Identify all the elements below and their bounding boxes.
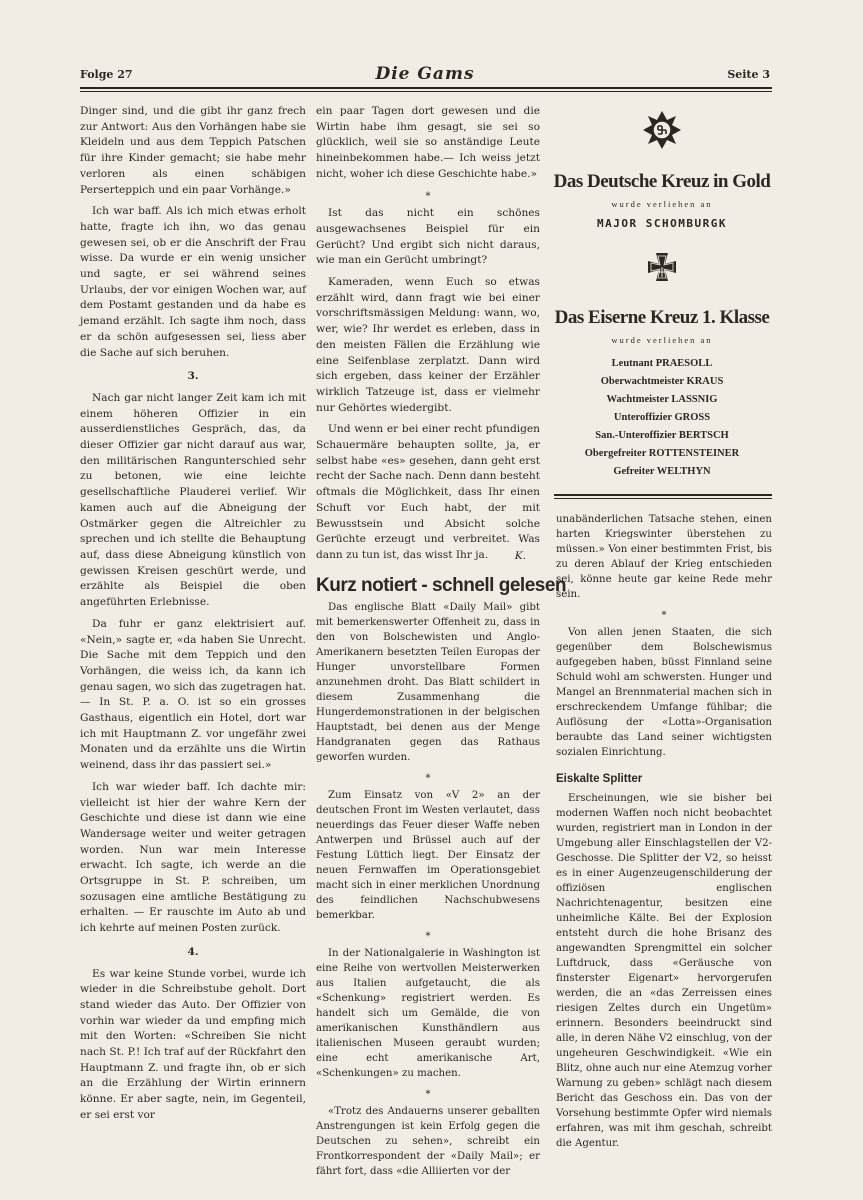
award-subtitle: wurde verliehen an	[611, 335, 713, 345]
header-rule-thick	[80, 87, 772, 89]
award-subtitle: wurde verliehen an	[611, 199, 713, 209]
issue-number: Folge 27	[80, 68, 133, 81]
page-number: Seite 3	[727, 68, 770, 81]
news-item: Das englische Blatt «Daily Mail» gibt mit bemerkenswerter Offenheit zu, dass in den von Bolschewisten und Anglo-Amerikanern besetzten Teilen Europas der Hunger unvorstellbare Formen anzunehmen droht. Das Blatt schildert in diesem Zusammenhang die Hungerdemonstrationen in der belgischen Hauptstadt, bei denen aus der Menge Handgranaten gegen das Rathaus geworfen wurden.	[316, 602, 540, 764]
header-rule-thin	[80, 91, 772, 92]
recipient-name: Unteroffizier GROSS	[613, 412, 711, 423]
award-announcement	[552, 110, 772, 481]
award-title-iron-cross: Das Eiserne Kreuz 1. Klasse	[554, 307, 770, 328]
award-rule-thin	[554, 498, 772, 499]
news-item: unabänderlichen Tatsache stehen, einen harten Kriegswinter überstehen zu müssen.» Von einer bestimmten Frist, bis zu deren Ablauf der Krieg entschieden sei, könne heute gar keine Rede mehr sein.	[556, 514, 772, 600]
separator-star: *	[425, 931, 431, 943]
iron-cross-icon	[642, 252, 682, 292]
paragraph: Ist das nicht ein schönes ausgewachsenes Beispiel für ein Gerücht? Und ergibt sich nicht daraus, wie man ein Gerücht umbringt?	[316, 207, 540, 267]
award-rule-thick	[554, 494, 772, 496]
paragraph: Und wenn er bei einer recht pfundigen Schauermäre behaupten sollte, ja, er selbst habe «es» gesehen, dann geht erst recht der Sache nach. Denn dann besteht oftmals die Möglichkeit, dass Ihr einen Schuft vor Euch habt, der mit Bewusstsein und Absicht solche Gerüchte erzeugt und verbreitet. Was dann zu tun ist, das wisst Ihr ja.	[316, 423, 540, 561]
paragraph: Da fuhr er ganz elektrisiert auf. «Nein,» sagte er, «da haben Sie Unrecht. Die Sache mit dem Teppich und den Vorhängen, die weiss ich, da kann ich genau sagen, wo sich das zugetragen hat. — In St. P. a. O. ist so ein grosses Gasthaus, eigentlich ein Hotel, dort war ich mit Hauptmann Z. vor ungefähr zwei Monaten und da erzählte uns die Wirtin weinend, dass ihr das passiert sei.»	[80, 617, 306, 772]
recipient-name: Gefreiter WELTHYN	[613, 466, 711, 477]
page-header	[80, 64, 770, 86]
column-right	[556, 512, 772, 1157]
recipient-name: San.-Unteroffizier BERTSCH	[595, 430, 729, 441]
paragraph: Kameraden, wenn Euch so etwas erzählt wird, dann fragt wie bei einer vorschriftsmässigen Meldung: wann, wo, wer, wie? Ihr werdet es erleben, dass in den meisten Fällen die Erzählung wie eine Seifenblase zerplatzt. Dann wird sich ergeben, dass keiner der Erzähler wirklich Tatzeuge ist, dass er vielmehr nur Gehörtes wiedergibt.	[316, 276, 540, 414]
section-number: 3.	[187, 370, 199, 383]
recipient-name: Oberwachtmeister KRAUS	[600, 376, 724, 387]
paragraph: Ich war wieder baff. Ich dachte mir: vielleicht ist hier der wahre Kern der Geschichte und diese ist dann wie eine Wandersage weiter und weiter getragen worden. Nun war mein Interesse erwacht. Ich sagte, ich werde an die Ortsgruppe in St. P. schreiben, um sozusagen eine amtliche Bestätigung zu erhalten. — Er rauschte im Auto ab und ich kehrte auf meinen Posten zurück.	[80, 780, 306, 935]
award-recipient: MAJOR SCHOMBURGK	[597, 217, 727, 230]
german-cross-icon	[642, 110, 682, 150]
recipient-name: Leutnant PRAESOLL	[611, 358, 713, 369]
news-heading: Kurz notiert - schnell gelesen	[316, 575, 566, 597]
news-item: «Trotz des Andauerns unserer geballten Anstrengungen ist kein Erfolg gegen die Deutschen zu sehen», schreibt ein Frontkorrespondent der «Daily Mail»; er fährt fort, dass «die Alliierten vor der	[316, 1106, 540, 1178]
paragraph: Nach gar nicht langer Zeit kam ich mit einem höheren Offizier in ein ausserdienstliches Gespräch, das, da dieser Offizier gar nicht darauf aus war, den militärischen Rangunterschied sehr zu betonen, wie eine leichte gesellschaftliche Plauderei verlief. Wir kamen auch auf die Abneigung der Ostmärker gegen die Altreichler zu sprechen und ich stellte die Behauptung auf, dass diese Abneigung künstlich von gewissen Kreisen geschürt werde, und erzählte als Beispiel die oben angeführten Erlebnisse.	[80, 391, 306, 609]
paragraph: Es war keine Stunde vorbei, wurde ich wieder in die Schreibstube geholt. Dort stand wieder das Auto. Der Offizier von vorhin war wieder da und empfing mich mit den Worten: «Schreiben Sie nicht nach St. P.! Ich traf auf der Rückfahrt den Hauptmann Z. und fragte ihn, ob er sich an die Erzählung der Wirtin erinnern könne. Er aber sagte, nein, im Gegenteil, er sei erst vor	[80, 967, 306, 1121]
author-signature: K.	[514, 549, 526, 562]
paragraph: Ich war baff. Als ich mich etwas erholt hatte, fragte ich ihn, wo das genau gewesen sei, ob er die Anschrift der Frau wisse. Da wurde er ein wenig unsicher und sagte, er sei während seines Urlaubs, der vor einigen Wochen war, auf dem Postamt gestanden und da habe es jemand erzählt. Ich sagte ihm noch, dass er da schön aufgesessen sei, liess aber die Sache auf sich beruhen.	[80, 205, 306, 359]
award-title-gold: Das Deutsche Kreuz in Gold	[553, 171, 771, 192]
recipient-name: Wachtmeister LASSNIG	[606, 394, 718, 405]
section-number: 4.	[187, 945, 199, 958]
separator-star: *	[425, 773, 431, 785]
recipient-name: Obergefreiter ROTTENSTEINER	[584, 448, 740, 459]
column-middle	[316, 104, 566, 1185]
news-item: In der Nationalgalerie in Washington ist eine Reihe von wertvollen Meisterwerken aus Italien aufgetaucht, die als «Schenkung» registriert werden. Es handelt sich um Gemälde, die von amerikanischen Kunsthändlern aus italienischen Museen geraubt wurden; eine echt amerikanische Art, «Schenkungen» zu machen.	[316, 948, 540, 1080]
news-item: Erscheinungen, wie sie bisher bei modernen Waffen noch nicht beobachtet wurden, registriert man in London in der Umgebung aller Einschlagstellen der V2-Geschosse. Die Splitter der V2, so heisst es in einer Augenzeugenschilderung der offiziösen englischen Nachrichtenagentur, besitzen eine unheimliche Kälte. Bei der Explosion entsteht durch die hohe Brisanz des angewandten Sprengmittel ein solcher Luftdruck, dass «Geräusche von finsterster Eigenart» hervorgerufen werden, die an «das Zerreissen eines riesigen Zeltes durch ein Ungetüm» erinnern. Besonders beeindruckt sind alle, in deren Nähe V2 einschlug, von der ungeheuren Geschwindigkeit. «Wie ein Blitz, ohne auch nur eine Atemzug vorher Warnung zu geben» schlägt nach diesem Bericht das Geschoss ein. Das von der Vorsehung bestimmte Opfer wird niemals erfahren, was mit ihm geschah, schreibt die Agentur.	[556, 793, 772, 1149]
column-left	[80, 104, 306, 1130]
separator-star: *	[425, 190, 431, 202]
article-heading: Eiskalte Splitter	[556, 773, 643, 785]
news-item: Zum Einsatz von «V 2» an der deutschen Front im Westen verlautet, dass neuerdings das Feuer dieser Waffe neben Antwerpen und Brüssel auch auf der Festung Lüttich liegt. Der Einsatz der neuen Fernwaffen im Operationsgebiet macht sich in einer merklichen Unordnung des feindlichen Nachschubwesens bemerkbar.	[316, 790, 540, 922]
separator-star: *	[425, 1089, 431, 1101]
recipient-list	[552, 355, 772, 481]
separator-star: *	[661, 610, 667, 621]
paragraph: ein paar Tagen dort gewesen und die Wirtin habe ihm gesagt, sie sei so glücklich, weil sie so anständige Leute hineinbekommen habe.— Ich weiss jetzt nicht, woher ich diese Geschichte habe.»	[316, 105, 540, 180]
paragraph: Dinger sind, und die gibt ihr ganz frech zur Antwort: Aus den Vorhängen habe sie Kleideln und aus dem Teppich Patschen für ihre Kinder gemacht; sie habe mehr verloren als einen schäbigen Perserteppich und ein paar Vorhänge.»	[80, 105, 306, 196]
news-item: Von allen jenen Staaten, die sich gegenüber dem Bolschewismus aufgegeben haben, büsst Finnland seine Schuld wohl am schwersten. Hunger und Mangel an Brennmaterial machen sich in erschreckendem Umfange fühlbar; die Auflösung der «Lotta»-Organisation beraubte das Land seiner wichtigsten sozialen Einrichtung.	[556, 627, 772, 758]
masthead-title: Die Gams	[375, 64, 475, 84]
